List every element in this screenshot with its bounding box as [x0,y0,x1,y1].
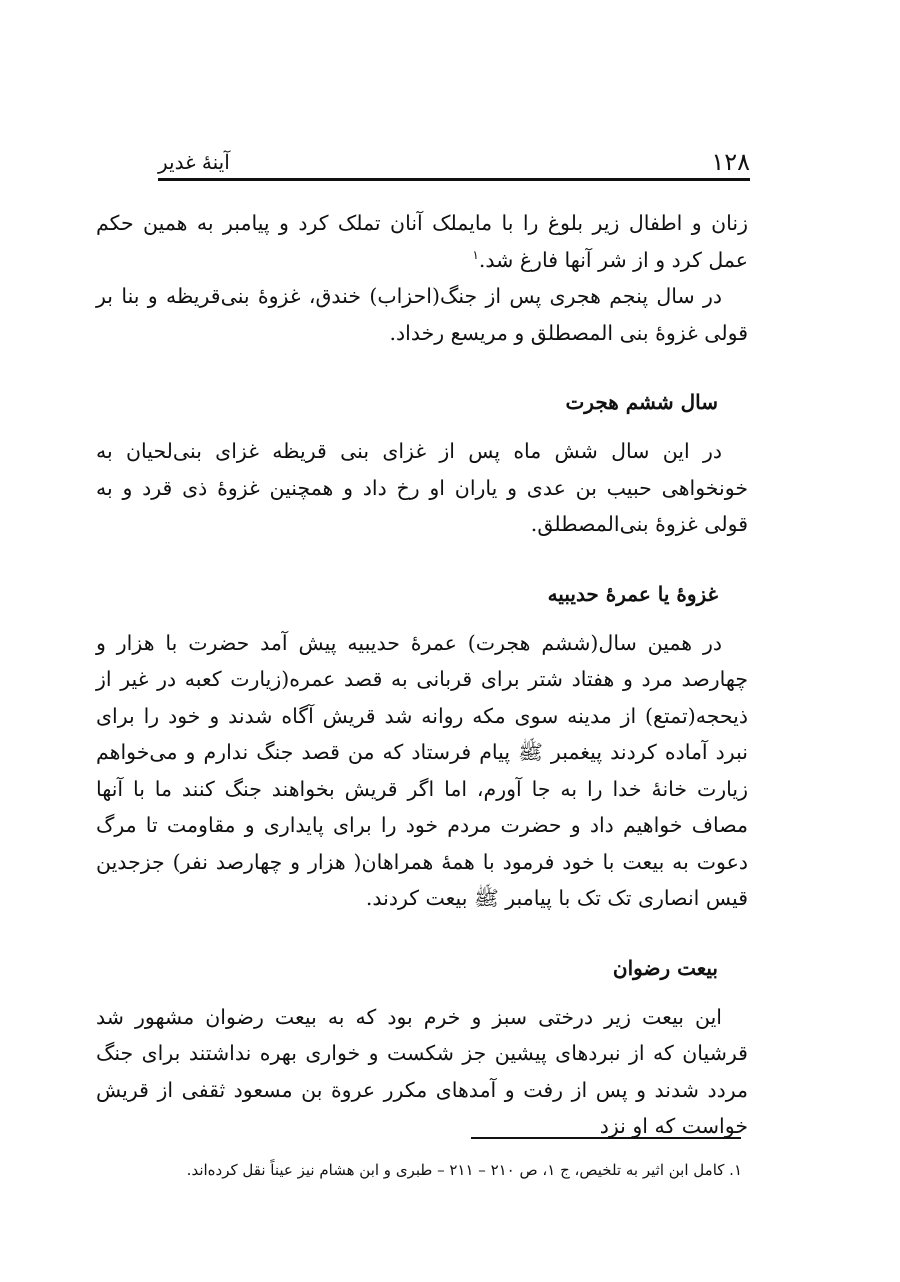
paragraph-1-text: زنان و اطفال زیر بلوغ را با مایملک آنان تملک کرد و پیامبر به همین حکم عمل کرد و از شر آنها فارغ شد. [96,211,748,272]
section-heading-ridwan: بیعت رضوان [612,955,718,980]
footnote-separator [471,1137,741,1139]
page-number: ۱۲۸ [711,148,750,176]
footnote-1: ۱. کامل ابن اثیر به تلخیص، ج ۱، ص ۲۱۰ – ۲۱۱ – طبری و ابن هشام نیز عیناً نقل کرده‌اند. [186,1161,742,1179]
page-body [96,205,748,1145]
paragraph-4: در همین سال(ششم هجرت) عمرهٔ حدیبیه پیش آمد حضرت با هزار و چهارصد مرد و هفتاد شتر برای قربانی به قصد عمره(زیارت کعبه در غیر از ذیحجه(تمتع) از مدینه سوی مکه روانه شد قریش آگاه شدند و خود را برای نبرد آماده کردند پیغمبر ﷺ پیام فرستاد که من قصد جنگ ندارم و می‌خواهم زیارت خانهٔ خدا را به جا آورم، اما اگر قریش بخواهند جنگ کنند ما با آنها مصاف خواهیم داد و حضرت مردم خود را برای پایداری و مقاومت تا مرگ دعوت به بیعت با خود فرمود با همهٔ همراهان( هزار و چهارصد نفر) جزجدین قیس انصاری تک تک با پیامبر ﷺ بیعت کردند. [96,630,748,910]
section-heading-hudaybiyyah: غزوهٔ یا عمرهٔ حدیبیه [547,581,718,606]
section-heading-sixth-year: سال ششم هجرت [565,390,718,414]
paragraph-3: در این سال شش ماه پس از غزای بنی قریظه غزای بنی‌لحیان به خونخواهی حبیب بن عدی و یاران او رخ داد و همچنین غزوهٔ ذی قرد و به قولی غزوهٔ بنی‌المصطلق. [96,439,748,536]
paragraph-2: در سال پنجم هجری پس از جنگ(احزاب) خندق، غزوهٔ بنی‌قریظه و بنا بر قولی غزوهٔ بنی المصطلق و مریسع رخداد. [96,284,748,345]
paragraph-1 [96,205,748,278]
paragraph-5: این بیعت زیر درختی سبز و خرم بود که به بیعت رضوان مشهور شد قرشیان که از نبردهای پیشین جز شکست و خواری بهره نداشتند برای جنگ مردد شدند و پس از رفت و آمدهای مکرر عروة بن مسعود ثقفی از قریش خواست که او نزد [96,1004,748,1138]
running-header [158,146,750,181]
footnote-ref: ۱ [472,247,479,262]
book-title: آینهٔ غدیر [158,150,230,174]
